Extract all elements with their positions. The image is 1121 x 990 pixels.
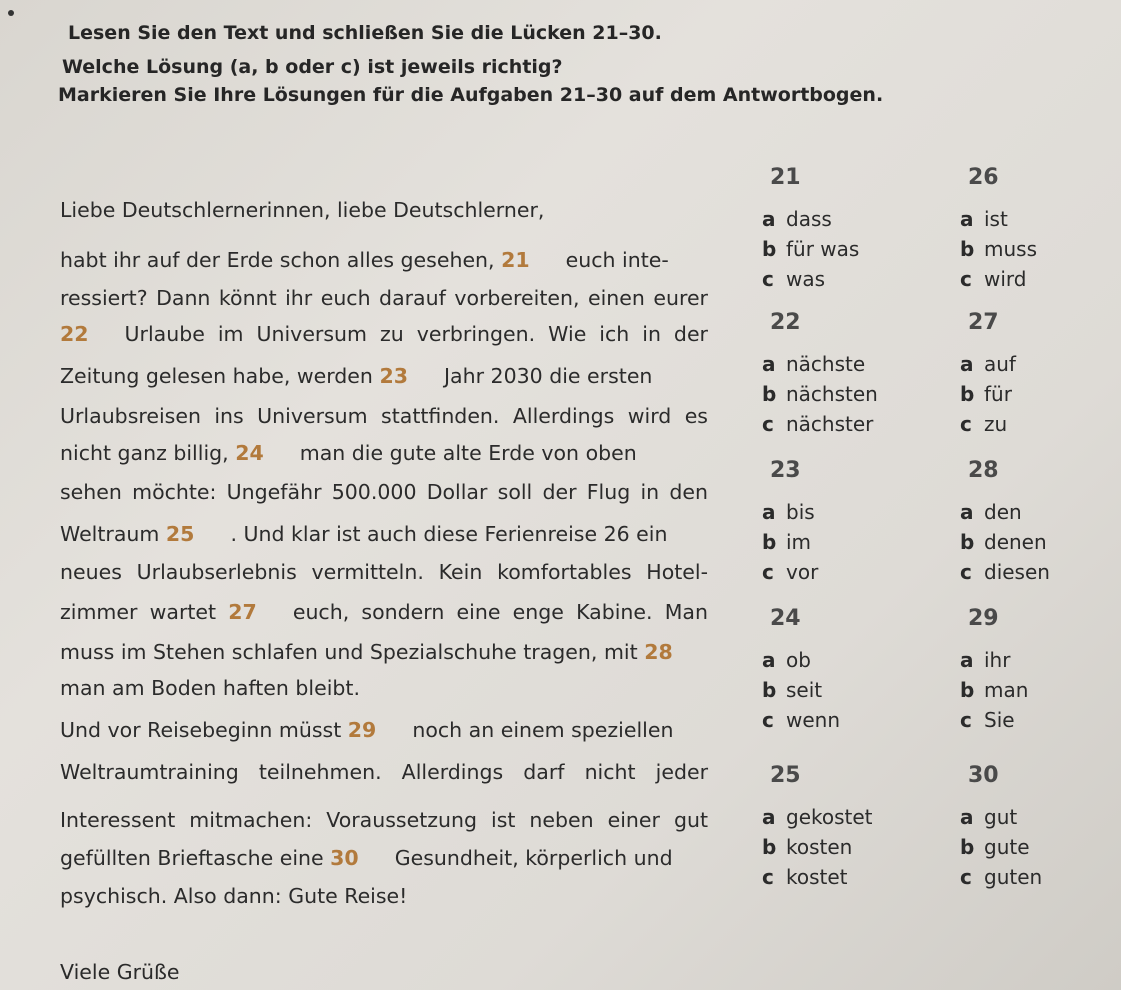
option-text: kostet: [786, 865, 848, 889]
answer-option[interactable]: [960, 805, 1017, 829]
option-text: ob: [786, 648, 811, 672]
answer-option[interactable]: [762, 678, 822, 702]
answer-option[interactable]: [960, 207, 1008, 231]
option-letter: c: [762, 412, 774, 436]
option-letter: a: [762, 805, 776, 829]
option-letter: c: [960, 267, 972, 291]
answer-option[interactable]: [762, 500, 815, 524]
answer-option[interactable]: [762, 530, 811, 554]
letter-greeting: Liebe Deutschlernerinnen, liebe Deutschlerner,: [60, 198, 545, 222]
option-text: nächster: [786, 412, 874, 436]
answer-option[interactable]: [762, 648, 811, 672]
letter-line: [60, 846, 708, 870]
option-text: guten: [984, 865, 1043, 889]
instruction-line-1: Lesen Sie den Text und schließen Sie die Lücken 21–30.: [68, 22, 662, 44]
option-text: für was: [786, 237, 860, 261]
option-text: diesen: [984, 560, 1050, 584]
option-letter: a: [762, 500, 776, 524]
answer-option[interactable]: [762, 267, 825, 291]
gap-number: 28: [644, 640, 673, 664]
answer-option[interactable]: [762, 865, 848, 889]
letter-closing: Viele Grüße: [60, 960, 180, 984]
gap-number: 22: [60, 322, 89, 346]
option-letter: c: [960, 560, 972, 584]
letter-line: [60, 248, 708, 272]
line-text: Jahr 2030 die ersten: [443, 364, 653, 388]
letter-line: [60, 884, 708, 908]
question-number: 30: [968, 763, 999, 788]
option-text: ihr: [984, 648, 1011, 672]
line-text: muss im Stehen schlafen und Spezialschuhe tragen, mit: [60, 640, 638, 664]
question-number: 22: [770, 310, 801, 335]
option-letter: c: [762, 708, 774, 732]
option-letter: a: [960, 805, 974, 829]
option-letter: b: [960, 530, 975, 554]
answer-option[interactable]: [762, 560, 818, 584]
letter-line: [60, 676, 708, 700]
answer-option[interactable]: [762, 805, 873, 829]
letter-line: [60, 364, 708, 388]
answer-option[interactable]: [960, 708, 1015, 732]
letter-line: [60, 760, 708, 784]
answer-option[interactable]: [960, 865, 1042, 889]
letter-line: [60, 560, 708, 584]
line-text: man die gute alte Erde von oben: [299, 441, 637, 465]
line-text: ressiert? Dann könnt ihr euch darauf vorbereiten, einen eurer: [60, 286, 708, 310]
option-letter: b: [762, 835, 777, 859]
option-letter: c: [762, 865, 774, 889]
option-letter: b: [762, 530, 777, 554]
bullet-dot: [8, 10, 14, 16]
answer-option[interactable]: [960, 382, 1012, 406]
answer-option[interactable]: [960, 352, 1016, 376]
line-text: Zeitung gelesen habe, werden: [60, 364, 373, 388]
line-text: psychisch. Also dann: Gute Reise!: [60, 884, 408, 908]
option-letter: c: [960, 708, 972, 732]
option-letter: b: [762, 678, 777, 702]
letter-line: [60, 718, 708, 742]
letter-line: [60, 600, 708, 624]
option-letter: b: [762, 382, 777, 406]
answer-option[interactable]: [762, 207, 832, 231]
line-text: Interessent mitmachen: Voraussetzung ist neben einer gut: [60, 808, 708, 832]
question-number: 24: [770, 606, 801, 631]
option-letter: c: [960, 412, 972, 436]
question-number: 23: [770, 458, 801, 483]
line-text: noch an einem speziellen: [412, 718, 674, 742]
option-text: Sie: [984, 708, 1015, 732]
option-text: dass: [786, 207, 832, 231]
option-letter: c: [762, 267, 774, 291]
line-text: gefüllten Brieftasche eine: [60, 846, 324, 870]
option-letter: c: [762, 560, 774, 584]
letter-line: [60, 441, 708, 465]
option-text: muss: [984, 237, 1037, 261]
option-letter: a: [960, 648, 974, 672]
option-text: denen: [984, 530, 1047, 554]
option-text: den: [984, 500, 1022, 524]
answer-option[interactable]: [960, 678, 1028, 702]
option-letter: a: [762, 207, 776, 231]
answer-option[interactable]: [960, 237, 1037, 261]
option-text: ist: [984, 207, 1008, 231]
answer-option[interactable]: [960, 560, 1050, 584]
line-text: euch inte-: [565, 248, 669, 272]
option-text: für: [984, 382, 1012, 406]
answer-option[interactable]: [762, 352, 865, 376]
line-text: Und vor Reisebeginn müsst: [60, 718, 342, 742]
answer-option[interactable]: [960, 835, 1030, 859]
line-text: Weltraumtraining teilnehmen. Allerdings darf nicht jeder: [60, 760, 708, 784]
answer-option[interactable]: [960, 530, 1047, 554]
option-text: nächsten: [786, 382, 878, 406]
option-text: zu: [984, 412, 1008, 436]
line-text: Weltraum: [60, 522, 160, 546]
line-text: man am Boden haften bleibt.: [60, 676, 360, 700]
question-number: 27: [968, 310, 999, 335]
letter-line: [60, 640, 708, 664]
gap-number: 23: [379, 364, 408, 388]
line-text: nicht ganz billig,: [60, 441, 229, 465]
option-letter: b: [960, 382, 975, 406]
answer-option[interactable]: [960, 412, 1007, 436]
line-text: Urlaubsreisen ins Universum stattfinden. Allerdings wird es: [60, 404, 708, 428]
letter-line: [60, 522, 708, 546]
answer-option[interactable]: [762, 835, 852, 859]
option-letter: a: [960, 352, 974, 376]
line-text: habt ihr auf der Erde schon alles gesehen,: [60, 248, 495, 272]
line-text: . Und klar ist auch diese Ferienreise 26 ein: [230, 522, 668, 546]
option-text: seit: [786, 678, 823, 702]
line-text: neues Urlaubserlebnis vermitteln. Kein komfortables Hotel-: [60, 560, 708, 584]
option-letter: a: [762, 352, 776, 376]
question-number: 21: [770, 165, 801, 190]
question-number: 26: [968, 165, 999, 190]
answer-option[interactable]: [762, 412, 873, 436]
question-number: 28: [968, 458, 999, 483]
option-letter: b: [762, 237, 777, 261]
question-number: 25: [770, 763, 801, 788]
line-text: sehen möchte: Ungefähr 500.000 Dollar soll der Flug in den: [60, 480, 708, 504]
gap-number: 27: [228, 600, 257, 624]
answer-option[interactable]: [762, 382, 878, 406]
instruction-line-2: Welche Lösung (a, b oder c) ist jeweils richtig?: [62, 56, 563, 78]
gap-number: 24: [235, 441, 264, 465]
option-letter: a: [960, 500, 974, 524]
letter-line: [60, 286, 708, 310]
answer-option[interactable]: [762, 708, 840, 732]
letter-line: [60, 322, 708, 346]
option-letter: b: [960, 835, 975, 859]
option-letter: c: [960, 865, 972, 889]
letter-line: [60, 404, 708, 428]
letter-line: [60, 808, 708, 832]
option-text: kosten: [786, 835, 853, 859]
option-text: gekostet: [786, 805, 873, 829]
letter-line: [60, 480, 708, 504]
option-text: gute: [984, 835, 1030, 859]
gap-number: 25: [165, 522, 195, 546]
option-text: wenn: [786, 708, 841, 732]
option-text: man: [984, 678, 1029, 702]
option-text: was: [786, 267, 826, 291]
option-text: gut: [984, 805, 1018, 829]
option-text: im: [786, 530, 812, 554]
gap-number: 21: [501, 248, 530, 272]
option-letter: a: [762, 648, 776, 672]
line-text: zimmer wartet: [60, 600, 217, 624]
answer-option[interactable]: [960, 500, 1022, 524]
option-text: nächste: [786, 352, 866, 376]
option-text: vor: [786, 560, 819, 584]
option-text: bis: [786, 500, 815, 524]
option-letter: a: [960, 207, 974, 231]
option-text: wird: [984, 267, 1027, 291]
line-text: Gesundheit, körperlich und: [394, 846, 673, 870]
line-text: euch, sondern eine enge Kabine. Man: [292, 600, 708, 624]
gap-number: 30: [330, 846, 359, 870]
option-letter: b: [960, 237, 975, 261]
question-number: 29: [968, 606, 999, 631]
line-text: Urlaube im Universum zu verbringen. Wie ich in der: [124, 322, 708, 346]
answer-option[interactable]: [960, 648, 1010, 672]
answer-option[interactable]: [960, 267, 1026, 291]
option-letter: b: [960, 678, 975, 702]
option-text: auf: [984, 352, 1016, 376]
instruction-line-3: Markieren Sie Ihre Lösungen für die Aufgaben 21–30 auf dem Antwortbogen.: [58, 84, 884, 106]
gap-number: 29: [347, 718, 377, 742]
answer-option[interactable]: [762, 237, 859, 261]
